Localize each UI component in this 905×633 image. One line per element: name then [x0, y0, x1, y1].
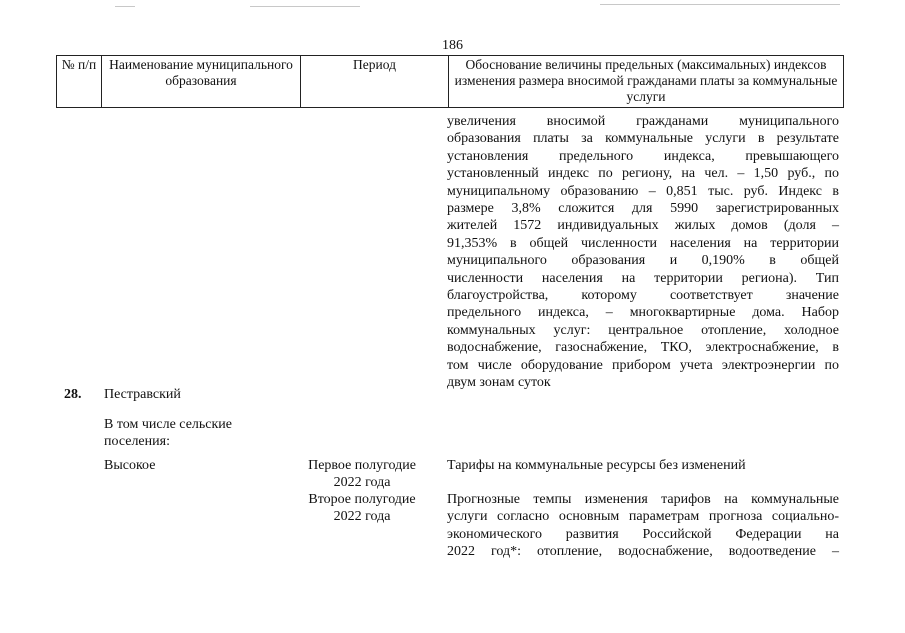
header-col-number: № п/п	[57, 56, 102, 107]
text-line: водоснабжение, газоснабжение, ТКО, электроснабжение, в	[447, 340, 839, 356]
period-second-half: Второе полугодие 2022 года	[308, 492, 416, 525]
page-number: 186	[442, 38, 463, 53]
table-header	[56, 55, 844, 108]
continuation-text	[447, 113, 839, 392]
text-line: услуги согласно основным параметрам прогноза социально-	[447, 509, 839, 525]
basis-first-half: Тарифы на коммунальные ресурсы без изменений	[447, 458, 746, 473]
text-line: 91,353% в общей численности населения на территории	[447, 235, 839, 251]
text-line: предельного индекса, – многоквартирные дома. Набор	[447, 305, 839, 321]
text-line: том числе оборудование прибором учета электроэнергии по	[447, 357, 839, 373]
text-line: муниципальному образованию – 0,851 тыс. руб. Индекс в	[447, 183, 839, 199]
text-line: установленный индекс по региону, на чел. – 1,50 руб., по	[447, 166, 839, 182]
scan-edge-line	[600, 4, 840, 5]
scan-edge-line	[250, 6, 360, 7]
row-number: 28.	[64, 387, 82, 402]
text-line: Прогнозные темпы изменения тарифов на коммунальные	[447, 492, 839, 507]
text-line: двум зонам суток	[447, 375, 551, 391]
text-line: коммунальных услуг: центральное отопление, холодное	[447, 322, 839, 338]
basis-second-half	[447, 491, 839, 561]
header-col-period: Период	[301, 56, 449, 107]
text-line: размере 3,8% сложится для 5990 зарегистрированных	[447, 201, 839, 217]
text-line: численности населения на территории региона). Тип	[447, 270, 839, 286]
scan-edge-line	[115, 6, 135, 7]
municipality-name: Пестравский	[104, 387, 181, 402]
settlement-name: Высокое	[104, 458, 156, 473]
header-col-basis: Обоснование величины предельных (максимальных) индексов изменения размера вносимой гражданами платы за коммунальные услуги	[454, 57, 838, 104]
text-line: установления предельного индекса, превышающего	[447, 148, 839, 164]
period-first-half: Первое полугодие 2022 года	[308, 458, 416, 491]
text-line: образования платы за коммунальные услуги в результате	[447, 131, 839, 147]
text-line: экономического развития Российской Федерации на	[447, 526, 839, 542]
text-line: благоустройства, которому соответствует значение	[447, 288, 839, 304]
subsection-label: В том числе сельские поселения:	[104, 417, 233, 450]
text-line: жителей 1572 индивидуальных жилых домов (доля –	[447, 218, 839, 234]
text-line: увеличения вносимой гражданами муниципального	[447, 114, 839, 129]
header-col-name: Наименование муниципального образования	[102, 56, 301, 107]
text-line: муниципального образования и 0,190% в общей	[447, 253, 839, 269]
text-line: 2022 год*: отопление, водоснабжение, водоотведение –	[447, 544, 839, 560]
